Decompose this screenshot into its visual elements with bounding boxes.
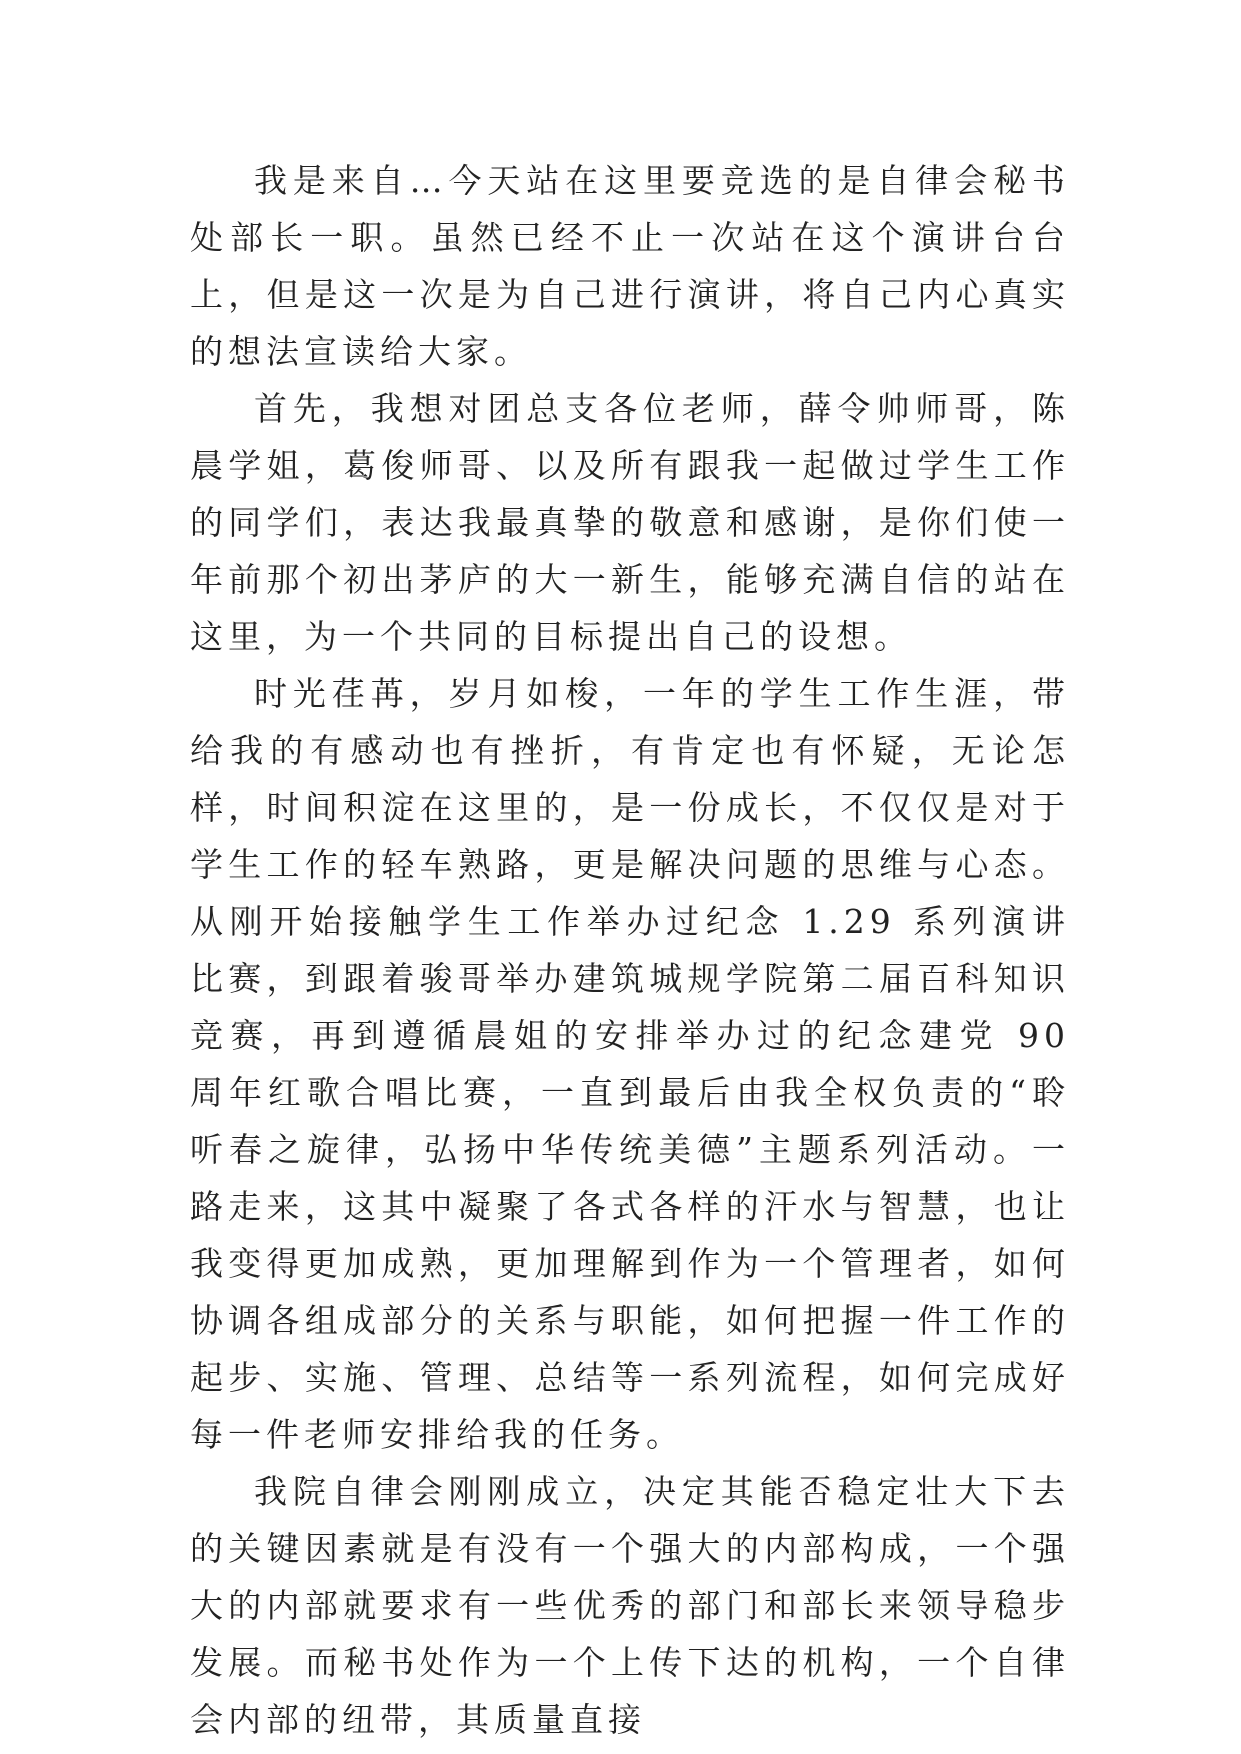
speech-text [190, 152, 1070, 1748]
paragraph-role: 我院自律会刚刚成立，决定其能否稳定壮大下去的关键因素就是有没有一个强大的内部构成，一个强大的内部就要求有一些优秀的部门和部长来领导稳步发展。而秘书处作为一个上传下达的机构，一个自律会内部的纽带，其质量直接 [190, 1472, 1070, 1739]
paragraph-experience: 时光荏苒，岁月如梭，一年的学生工作生涯，带给我的有感动也有挫折，有肯定也有怀疑，无论怎样，时间积淀在这里的，是一份成长，不仅仅是对于学生工作的轻车熟路，更是解决问题的思维与心态。从刚开始接触学生工作举办过纪念 1.29 系列演讲比赛，到跟着骏哥举办建筑城规学院第二届百科知识竞赛，再到遵循晨姐的安排举办过的纪念建党 90 周年红歌合唱比赛，一直到最后由我全权负责的“聆听春之旋律，弘扬中华传统美德”主题系列活动。一路走来，这其中凝聚了各式各样的汗水与智慧，也让我变得更加成熟，更加理解到作为一个管理者，如何协调各组成部分的关系与职能，如何把握一件工作的起步、实施、管理、总结等一系列流程，如何完成好每一件老师安排给我的任务。 [190, 674, 1070, 1454]
paragraph-intro: 我是来自…今天站在这里要竞选的是自律会秘书处部长一职。虽然已经不止一次站在这个演讲台台上，但是这一次是为自己进行演讲，将自己内心真实的想法宣读给大家。 [190, 161, 1070, 371]
paragraph-thanks: 首先，我想对团总支各位老师，薛令帅师哥，陈晨学姐，葛俊师哥、以及所有跟我一起做过学生工作的同学们，表达我最真挚的敬意和感谢，是你们使一年前那个初出茅庐的大一新生，能够充满自信的站在这里，为一个共同的目标提出自己的设想。 [190, 389, 1070, 656]
